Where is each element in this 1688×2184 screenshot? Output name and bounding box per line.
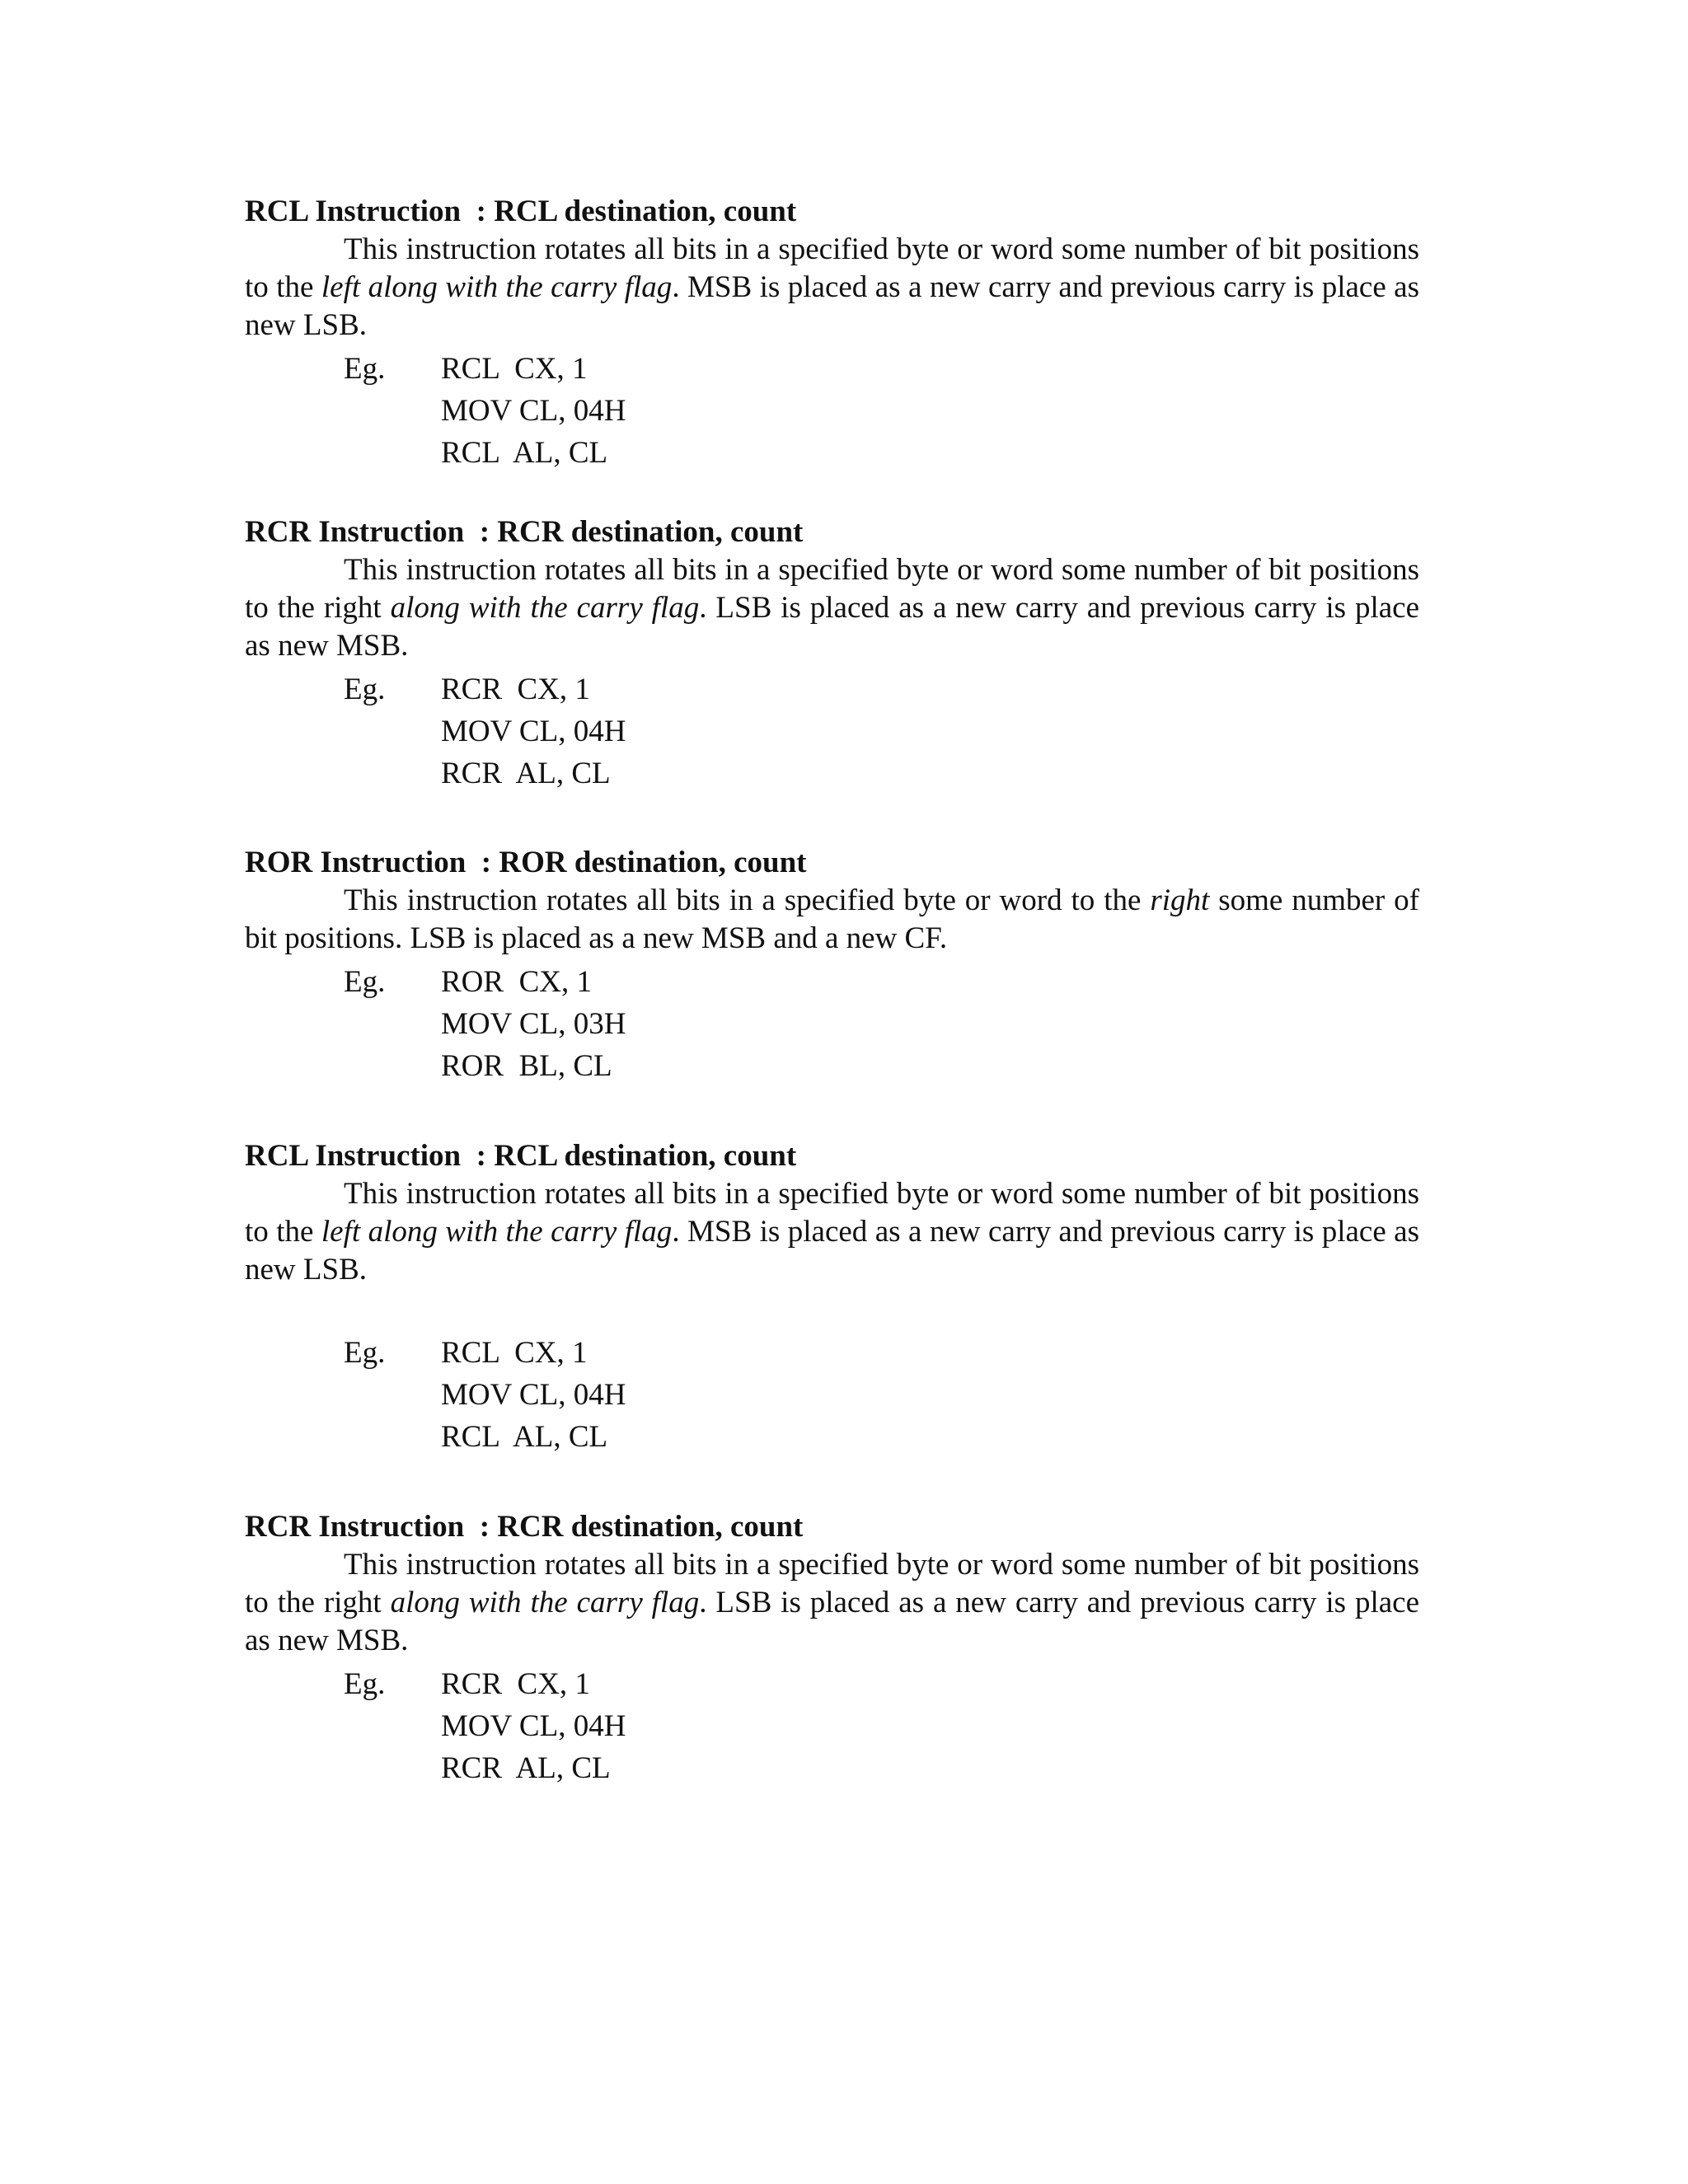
- section-rcl: [245, 193, 1419, 474]
- section-rcr-repeat: [245, 1508, 1419, 1789]
- instruction-name: RCL Instruction: [245, 1139, 462, 1173]
- example-block: [245, 961, 1419, 1087]
- code-line: RCR CX, 1: [441, 673, 590, 706]
- section-heading: ROR Instruction : ROR destination, count: [245, 846, 807, 879]
- code-line: MOV CL, 03H: [441, 1007, 626, 1041]
- code-line: MOV CL, 04H: [441, 1709, 626, 1743]
- emphasis-text: along with the carry flag: [390, 1586, 700, 1619]
- section-heading: RCL Instruction : RCL destination, count: [245, 1139, 797, 1173]
- instruction-name: RCR Instruction: [245, 515, 465, 549]
- example-block: [245, 668, 1419, 794]
- code-line: MOV CL, 04H: [441, 715, 626, 748]
- instruction-name: RCR Instruction: [245, 1510, 465, 1544]
- code-line: MOV CL, 04H: [441, 1378, 626, 1412]
- code-lines: [441, 348, 1419, 474]
- section-heading: RCR Instruction : RCR destination, count: [245, 515, 804, 549]
- instruction-syntax: ROR destination, count: [499, 846, 807, 879]
- instruction-name: ROR Instruction: [245, 846, 467, 879]
- example-label: Eg.: [344, 673, 386, 706]
- emphasis-text: left along with the carry flag: [321, 1215, 673, 1249]
- instruction-syntax: RCR destination, count: [497, 515, 804, 549]
- example-block: [245, 348, 1419, 474]
- code-line: RCR AL, CL: [441, 757, 611, 790]
- code-line: ROR BL, CL: [441, 1049, 612, 1083]
- code-line: RCL AL, CL: [441, 1420, 608, 1454]
- description-paragraph: This instruction rotates all bits in a specified byte or word some number of bit positions to the right along with the carry flag. LSB is placed as a new carry and previous carry is place as new MSB.: [245, 1548, 1419, 1657]
- code-lines: [441, 1332, 1419, 1458]
- example-label: Eg.: [344, 352, 386, 386]
- emphasis-text: right: [1150, 883, 1210, 917]
- instruction-syntax: RCR destination, count: [497, 1510, 804, 1544]
- code-line: RCL AL, CL: [441, 436, 608, 470]
- emphasis-text: left along with the carry flag: [321, 270, 673, 304]
- section-ror: [245, 844, 1419, 1087]
- instruction-syntax: RCL destination, count: [494, 1139, 797, 1173]
- instruction-name: RCL Instruction: [245, 194, 462, 228]
- code-line: RCR AL, CL: [441, 1751, 611, 1785]
- code-line: RCR CX, 1: [441, 1667, 590, 1701]
- code-lines: [441, 668, 1419, 794]
- example-label: Eg.: [344, 1336, 386, 1370]
- description-paragraph: This instruction rotates all bits in a specified byte or word some number of bit positions to the left along with the carry flag. MSB is placed as a new carry and previous carry is place as new LSB.: [245, 232, 1420, 342]
- description-paragraph: This instruction rotates all bits in a specified byte or word some number of bit positions to the left along with the carry flag. MSB is placed as a new carry and previous carry is place as new LSB.: [245, 1177, 1420, 1286]
- code-line: MOV CL, 04H: [441, 394, 626, 428]
- code-line: RCL CX, 1: [441, 352, 588, 386]
- section-heading: RCL Instruction : RCL destination, count: [245, 194, 797, 228]
- code-line: ROR CX, 1: [441, 965, 592, 999]
- example-label: Eg.: [344, 965, 386, 999]
- example-block: [245, 1663, 1419, 1789]
- example-label: Eg.: [344, 1667, 386, 1701]
- description-paragraph: This instruction rotates all bits in a specified byte or word some number of bit positions to the right along with the carry flag. LSB is placed as a new carry and previous carry is place as new MSB.: [245, 553, 1419, 663]
- code-lines: [441, 961, 1419, 1087]
- section-rcl-repeat: [245, 1137, 1419, 1458]
- code-line: RCL CX, 1: [441, 1336, 588, 1370]
- description-paragraph: This instruction rotates all bits in a specified byte or word to the right some number of bit positions. LSB is placed as a new MSB and a new CF.: [245, 883, 1419, 955]
- section-rcr: [245, 513, 1419, 794]
- instruction-syntax: RCL destination, count: [494, 194, 797, 228]
- code-lines: [441, 1663, 1419, 1789]
- section-heading: RCR Instruction : RCR destination, count: [245, 1510, 804, 1544]
- example-block: [245, 1332, 1419, 1458]
- emphasis-text: along with the carry flag: [390, 591, 700, 625]
